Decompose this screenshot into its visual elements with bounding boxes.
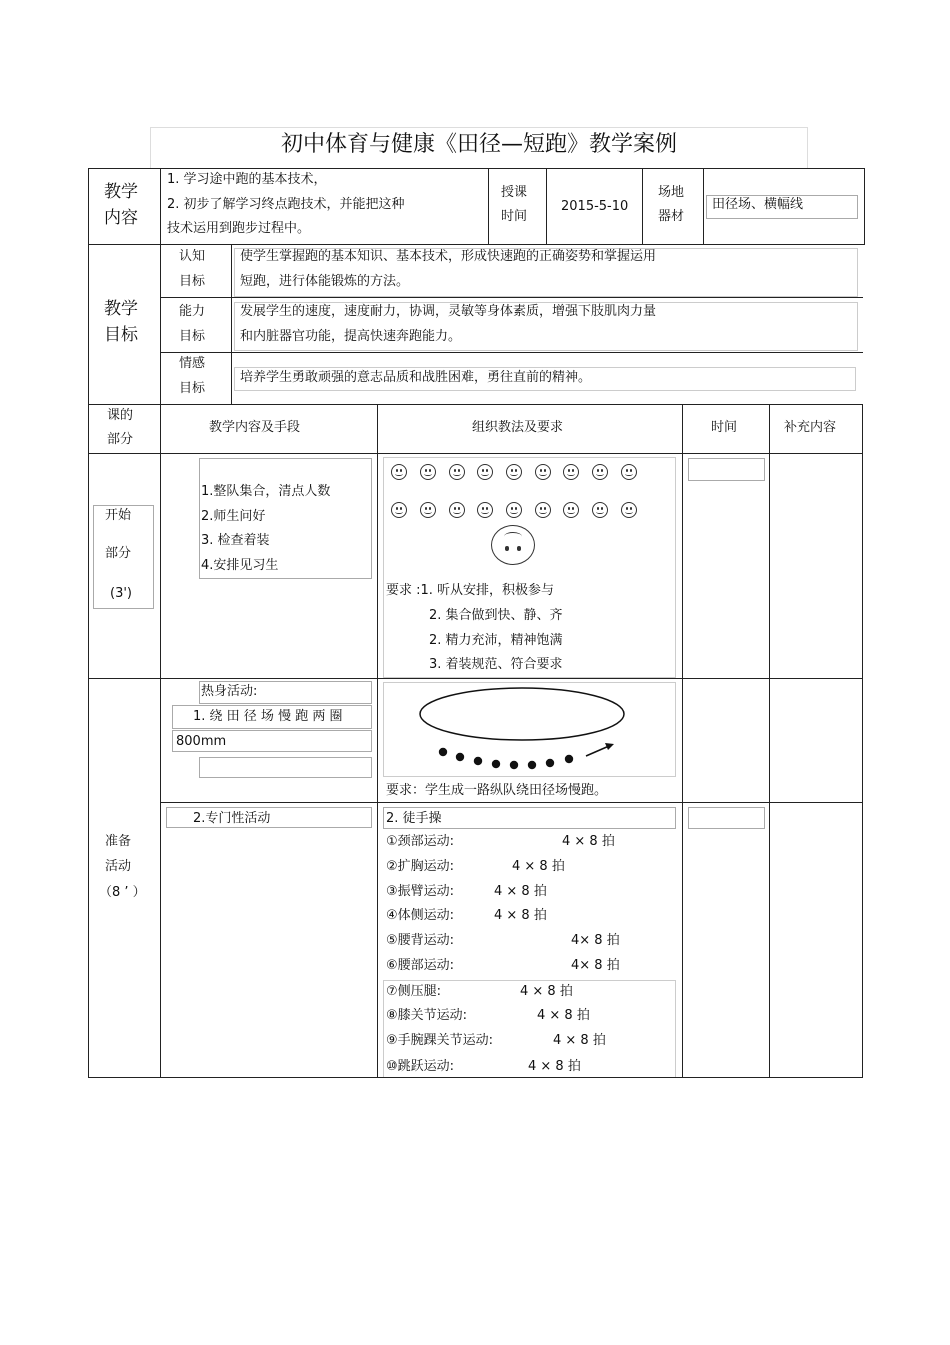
exercise-count: 4 × 8 拍 — [562, 834, 615, 849]
prep-label: 准备 — [105, 834, 132, 849]
exercise-name: ③振臂运动: — [386, 884, 455, 899]
warmup-empty-box — [199, 757, 372, 778]
col-header-extra: 补充内容 — [784, 420, 837, 435]
ability-text: 和内脏器官功能，提高快速奔跑能力。 — [240, 329, 462, 344]
venue-value: 田径场、横幅线 — [712, 197, 804, 212]
exercise-count: 4 × 8 拍 — [512, 859, 565, 874]
exercise-count: 4 × 8 拍 — [494, 884, 547, 899]
student-face-icon — [477, 502, 493, 518]
start-time-box — [688, 458, 765, 481]
page-title: 初中体育与健康《田径—短跑》教学案例 — [150, 127, 808, 168]
student-face-icon — [391, 502, 407, 518]
exercise-name: ⑦侧压腿: — [386, 984, 442, 999]
emotion-text: 培养学生勇敢顽强的意志品质和战胜困难，勇往直前的精神。 — [240, 370, 592, 385]
exercise-name: ②扩胸运动: — [386, 859, 455, 874]
row-divider — [88, 678, 863, 679]
col-header-content: 教学内容及手段 — [209, 420, 301, 435]
start-item: 4.安排见习生 — [201, 558, 279, 573]
row-divider — [160, 297, 863, 298]
exercise-name: ①颈部运动: — [386, 834, 455, 849]
exercise-name: ⑨手腕踝关节运动: — [386, 1033, 494, 1048]
student-face-icon — [477, 464, 493, 480]
col-header-org: 组织教法及要求 — [472, 420, 564, 435]
col-divider — [682, 404, 683, 1078]
col-divider — [160, 168, 161, 1078]
start-label: 开始 — [105, 508, 132, 523]
teacher-face-icon — [491, 525, 535, 565]
start-requirement: 要求 :1. 听从安排，积极参与 — [386, 583, 555, 598]
col-divider — [642, 168, 643, 244]
col-divider — [488, 168, 489, 244]
start-item: 2.师生问好 — [201, 509, 266, 524]
row-divider — [88, 404, 863, 405]
student-face-icon — [592, 502, 608, 518]
content-label: 内容 — [104, 208, 138, 228]
start-item: 1.整队集合，清点人数 — [201, 484, 331, 499]
exercise-count: 4× 8 拍 — [571, 958, 620, 973]
prep-label: 活动 — [105, 859, 132, 874]
venue-label: 器材 — [658, 209, 685, 224]
prep-duration: （8 ’ ） — [99, 885, 146, 900]
exercise-name: ⑧膝关节运动: — [386, 1008, 468, 1023]
time-label: 时间 — [501, 209, 528, 224]
start-requirement: 3. 着装规范、符合要求 — [429, 657, 563, 672]
content-line: 技术运用到跑步过程中。 — [167, 221, 311, 236]
content-line: 1. 学习途中跑的基本技术， — [167, 172, 327, 187]
col-divider — [769, 404, 770, 1078]
student-face-icon — [535, 464, 551, 480]
ability-label: 能力 — [179, 304, 206, 319]
col-divider — [703, 168, 704, 244]
exercise-name: ⑩跳跃运动: — [386, 1059, 455, 1074]
start-requirement: 2. 集合做到快、静、齐 — [429, 608, 563, 623]
emotion-label: 情感 — [179, 356, 206, 371]
exercise-count: 4 × 8 拍 — [537, 1008, 590, 1023]
special-title: 2.专门性活动 — [193, 811, 271, 826]
warmup-item: 1. 绕 田 径 场 慢 跑 两 圈 — [193, 709, 343, 724]
table-border-bottom — [88, 1077, 863, 1078]
start-item: 3. 检查着装 — [201, 533, 270, 548]
ability-label: 目标 — [179, 329, 206, 344]
student-face-icon — [621, 464, 637, 480]
student-face-icon — [420, 464, 436, 480]
warmup-distance: 800mm — [176, 734, 227, 749]
student-face-icon — [449, 464, 465, 480]
student-face-icon — [506, 464, 522, 480]
warmup-title: 热身活动: — [201, 684, 258, 699]
student-face-icon — [592, 464, 608, 480]
cognitive-text: 使学生掌握跑的基本知识、基本技术，形成快速跑的正确姿势和掌握运用 — [240, 249, 657, 264]
start-requirement: 2. 精力充沛，精神饱满 — [429, 633, 563, 648]
table-border-right — [862, 404, 863, 1078]
exercise-name: ⑤腰背运动: — [386, 933, 455, 948]
col-header-part: 部分 — [107, 432, 134, 447]
start-duration: (3') — [110, 586, 132, 601]
student-face-icon — [420, 502, 436, 518]
venue-label: 场地 — [658, 185, 685, 200]
lesson-date: 2015-5-10 — [561, 199, 629, 214]
objectives-label: 目标 — [104, 325, 138, 345]
table-border-top — [88, 168, 865, 169]
exercise-count: 4 × 8 拍 — [553, 1033, 606, 1048]
student-face-icon — [621, 502, 637, 518]
objectives-label: 教学 — [104, 299, 138, 319]
row-divider — [160, 802, 863, 803]
row-divider — [160, 352, 863, 353]
exercise-count: 4× 8 拍 — [571, 933, 620, 948]
cognitive-text: 短跑，进行体能锻炼的方法。 — [240, 274, 410, 289]
col-divider — [546, 168, 547, 244]
emotion-label: 目标 — [179, 381, 206, 396]
content-label: 教学 — [104, 182, 138, 202]
ability-text: 发展学生的速度，速度耐力，协调，灵敏等身体素质，增强下肢肌肉力量 — [240, 304, 657, 319]
student-face-icon — [506, 502, 522, 518]
content-line: 2. 初步了解学习终点跑技术，并能把这种 — [167, 197, 405, 212]
col-header-part: 课的 — [107, 408, 134, 423]
table-border-right-top — [864, 168, 865, 244]
student-face-icon — [391, 464, 407, 480]
exercise-name: ④体侧运动: — [386, 908, 455, 923]
start-label: 部分 — [105, 546, 132, 561]
student-face-icon — [535, 502, 551, 518]
warmup-requirement: 要求：学生成一路纵队绕田径场慢跑。 — [386, 783, 608, 798]
exercise-name: ⑥腰部运动: — [386, 958, 455, 973]
col-divider — [377, 404, 378, 1078]
exercise-title: 2. 徒手操 — [386, 811, 442, 826]
table-border-left — [88, 168, 89, 1078]
student-face-icon — [449, 502, 465, 518]
row-divider — [88, 453, 863, 454]
time-label: 授课 — [501, 185, 528, 200]
running-track-diagram — [383, 682, 676, 777]
exercise-count: 4 × 8 拍 — [494, 908, 547, 923]
exercise-count: 4 × 8 拍 — [528, 1059, 581, 1074]
exercise-count: 4 × 8 拍 — [520, 984, 573, 999]
cognitive-label: 认知 — [179, 249, 206, 264]
student-face-icon — [563, 502, 579, 518]
prep-time-box — [688, 807, 765, 829]
student-face-icon — [563, 464, 579, 480]
col-divider — [231, 244, 232, 404]
cognitive-label: 目标 — [179, 274, 206, 289]
row-divider — [88, 244, 865, 245]
col-header-time: 时间 — [711, 420, 738, 435]
